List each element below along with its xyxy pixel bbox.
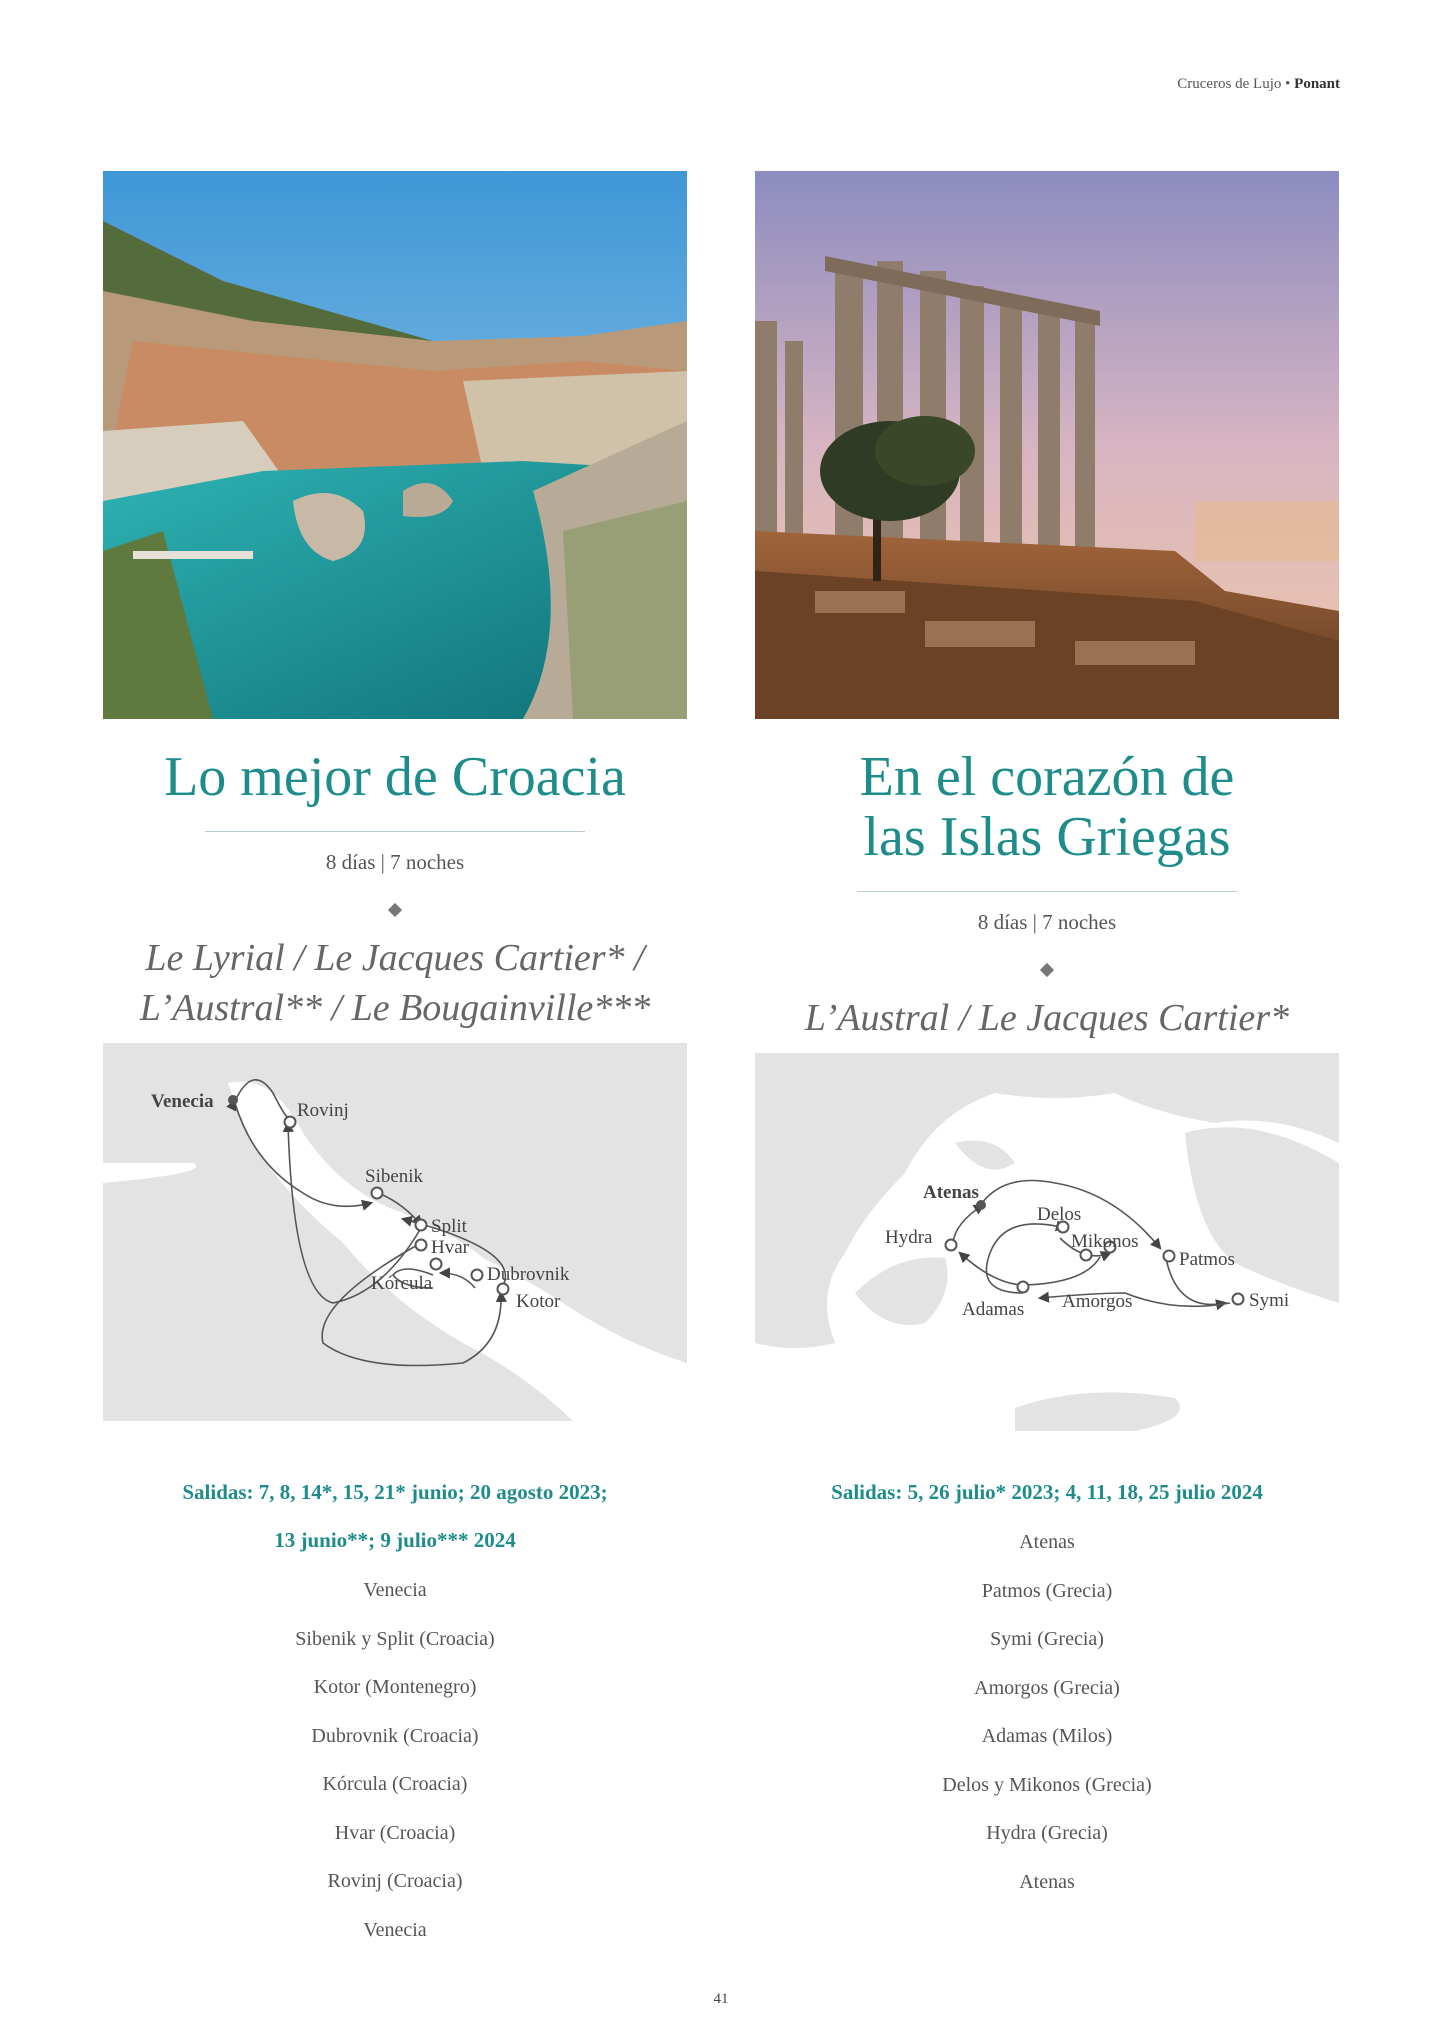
map-label-dubrovnik: Dubrovnik [487,1264,570,1285]
port-venecia-marker [228,1095,238,1105]
cruise-duration: 8 días | 7 noches [325,850,465,874]
port-hvar-marker [416,1240,427,1251]
itinerary-greece [755,1518,1339,1906]
port-dubrovnik-marker [472,1270,483,1281]
cruise-title [755,747,1339,867]
port-kotor-marker [498,1284,509,1295]
cruise-duration: 8 días | 7 noches [977,910,1117,934]
map-label-amorgos: Amorgos [1062,1291,1133,1312]
cruise-croatia [103,171,687,1421]
map-label-symi: Symi [1249,1290,1290,1311]
ship-names-line: Le Lyrial / Le Jacques Cartier* / [145,937,645,979]
itinerary-stop: Symi (Grecia) [990,1628,1104,1650]
map-label-venecia: Venecia [151,1091,214,1112]
title-divider [857,891,1237,892]
port-symi-marker [1233,1294,1244,1305]
temple-photo [755,171,1339,719]
itinerary-stop: Patmos (Grecia) [981,1579,1113,1602]
port-rovinj-marker [285,1117,296,1128]
header-section: Cruceros de Lujo [1177,76,1282,92]
running-header [1177,76,1340,93]
itinerary-stop: Kotor (Montenegro) [313,1676,477,1698]
itinerary-stop: Amorgos (Grecia) [974,1676,1120,1699]
port-korcula-marker [431,1259,442,1270]
greece-route-map [755,1053,1339,1431]
port-adamas-marker [1018,1282,1029,1293]
departure-dates-croatia [103,1468,687,1564]
map-label-sibenik: Sibenik [365,1166,424,1187]
departure-dates-line: Salidas: 7, 8, 14*, 15, 21* junio; 20 agosto 2023; [182,1480,608,1504]
map-label-patmos: Patmos [1179,1249,1235,1270]
map-label-hydra: Hydra [885,1227,933,1248]
header-brand: Ponant [1294,76,1340,92]
itinerary-stop: Venecia [363,1918,427,1941]
map-label-atenas: Atenas [923,1182,979,1203]
itinerary-stop: Adamas (Milos) [981,1725,1113,1747]
cruise-greek-islands [755,171,1339,1431]
itinerary-stop: Hydra (Grecia) [986,1822,1108,1844]
itinerary-stop: Hvar (Croacia) [334,1821,456,1844]
itinerary-croatia [103,1566,687,1954]
itinerary-stop: Atenas [1019,1870,1075,1893]
departure-dates-line: 13 junio**; 9 julio*** 2024 [274,1528,516,1552]
map-label-split: Split [431,1216,467,1237]
map-label-rovinj: Rovinj [297,1100,349,1121]
itinerary-stop: Dubrovnik (Croacia) [311,1724,479,1747]
croatia-route-map [103,1043,687,1421]
itinerary-stop: Delos y Mikonos (Grecia) [942,1773,1152,1796]
port-split-marker [416,1220,427,1231]
itinerary-stop: Atenas [1019,1531,1075,1553]
map-label-hvar: Hvar [431,1237,469,1258]
itinerary-stop: Kórcula (Croacia) [322,1773,468,1795]
ship-names-line: L’Austral** / Le Bougainville*** [139,987,651,1029]
port-patmos-marker [1164,1251,1175,1262]
diamond-ornament [1040,963,1054,977]
departure-dates-greece: Salidas: 5, 26 julio* 2023; 4, 11, 18, 25 julio 2024 [831,1480,1263,1504]
itinerary-stop: Sibenik y Split (Croacia) [295,1627,495,1650]
cruise-title: Lo mejor de Croacia [164,746,626,808]
map-label-mikonos: Mikonos [1071,1231,1139,1252]
map-label-delos: Delos [1037,1204,1082,1225]
ship-names: L’Austral / Le Jacques Cartier* [804,997,1290,1039]
port-sibenik-marker [372,1188,383,1199]
diamond-ornament [388,903,402,917]
header-separator: • [1285,76,1291,92]
dubrovnik-photo [103,171,687,719]
ship-names [103,933,687,1033]
itinerary-stop: Rovinj (Croacia) [327,1870,463,1892]
page-number: 41 [713,1991,729,2007]
map-label-adamas: Adamas [962,1299,1025,1320]
cruise-title-line: En el corazón de [859,746,1235,808]
map-label-kotor: Kotor [516,1291,561,1312]
cruise-title-line: las Islas Griegas [863,806,1231,868]
port-hydra-marker [946,1240,957,1251]
map-label-korcula: Kórcula [371,1273,433,1294]
itinerary-stop: Venecia [363,1579,427,1601]
title-divider [205,831,585,832]
